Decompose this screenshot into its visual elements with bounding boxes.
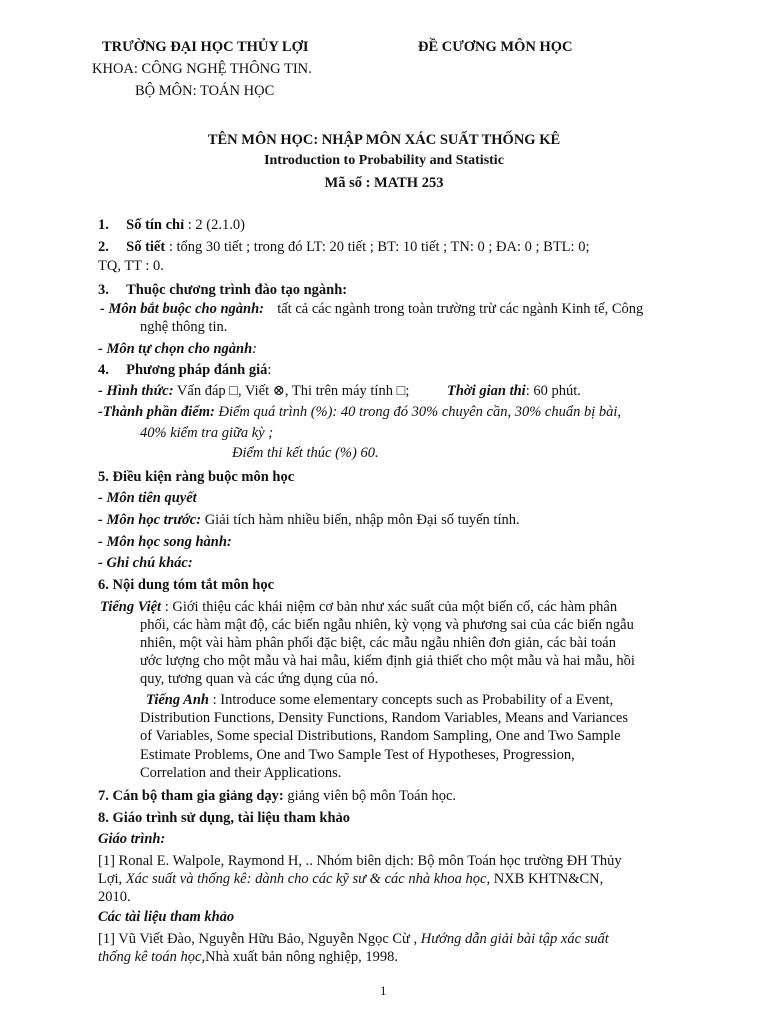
course-title-en: Introduction to Probability and Statistic xyxy=(264,153,504,168)
summary-english-line: Distribution Functions, Density Functions, Random Variables, Means and Variances xyxy=(140,710,628,726)
summary-vietnamese-line: nhiên, một vài hàm phân phối đặc biệt, các mẫu ngẫu nhiên đơn giản, các bài toán xyxy=(140,635,616,651)
prior-label: - Môn học trước: xyxy=(98,512,202,528)
prior-text: Giải tích hàm nhiều biến, nhập môn Đại số tuyến tính. xyxy=(201,512,520,528)
other-reference-line xyxy=(98,950,398,965)
summary-english-first-line xyxy=(146,693,613,708)
english-text: : Introduce some elementary concepts such as Probability of a Event, xyxy=(208,692,614,708)
textbook-label: Giáo trình: xyxy=(98,831,166,847)
time-text: : 60 phút. xyxy=(525,383,581,399)
reference-publisher: NXB KHTN&CN, xyxy=(490,871,604,887)
instructors xyxy=(98,789,456,804)
elective-colon: : xyxy=(252,341,257,357)
credits-value: : 2 (2.1.0) xyxy=(184,217,245,233)
reference-title: Hướng dẫn giải bài tập xác suất xyxy=(420,931,609,947)
score-text: Điểm quá trình (%): 40 trong đó 30% chuyên cần, 30% chuẩn bị bài, xyxy=(214,404,622,420)
program-heading: Thuộc chương trình đào tạo ngành: xyxy=(126,282,348,298)
elective-for-programs xyxy=(98,342,257,357)
credits-label: Số tín chỉ xyxy=(126,217,185,233)
required-text: tất cả các ngành trong toàn trường trừ các ngành Kinh tế, Công xyxy=(277,301,644,317)
summary-heading: 6. Nội dung tóm tắt môn học xyxy=(98,577,275,593)
prior-courses xyxy=(98,513,520,528)
summary-english-line: Estimate Problems, One and Two Sample Test of Hypotheses, Progression, xyxy=(140,747,575,763)
vietnamese-text: : Giới thiệu các khái niệm cơ bản như xác suất của một biến cố, các hàm phân xyxy=(161,599,618,615)
textbook-reference-line: [1] Ronal E. Walpole, Raymond H, .. Nhóm biên dịch: Bộ môn Toán học trường ĐH Thủy xyxy=(98,853,622,869)
score-text-continued: 40% kiểm tra giữa kỳ ; xyxy=(140,425,274,441)
summary-vietnamese-line: phối, các hàm mật độ, các biến ngẫu nhiên, kỳ vọng và phương sai của các biến ngẫu xyxy=(140,617,634,633)
instructors-label: 7. Cán bộ tham gia giảng dạy: xyxy=(98,788,284,804)
reference-authors: [1] Vũ Viết Đào, Nguyễn Hữu Bảo, Nguyễn Ngọc Cừ , xyxy=(98,931,421,947)
summary-english-line: of Variables, Some special Distributions, Random Sampling, One and Two Sample xyxy=(140,728,621,744)
section-credits xyxy=(98,218,245,233)
summary-vietnamese-first-line xyxy=(100,600,617,615)
course-code: Mã số : MATH 253 xyxy=(324,175,444,191)
other-references-label: Các tài liệu tham khảo xyxy=(98,909,235,925)
parallel-courses: - Môn học song hành: xyxy=(98,534,232,550)
summary-english-line: Correlation and their Applications. xyxy=(140,765,342,781)
section-number: 2. xyxy=(98,239,109,255)
references-heading: 8. Giáo trình sử dụng, tài liệu tham khảo xyxy=(98,810,351,826)
course-title-vi: TÊN MÔN HỌC: NHẬP MÔN XÁC SUẤT THỐNG KÊ xyxy=(207,132,561,148)
section-number: 4. xyxy=(98,362,109,378)
document-type: ĐỀ CƯƠNG MÔN HỌC xyxy=(418,39,573,55)
textbook-reference-line xyxy=(98,872,603,887)
summary-vietnamese-line: ước lượng cho một mẫu và hai mẫu, kiểm định giả thiết cho một mẫu và hai mẫu, hồi xyxy=(140,653,635,669)
other-notes: - Ghi chú khác: xyxy=(98,555,193,571)
other-reference-line xyxy=(98,932,609,947)
required-text-continued: nghệ thông tin. xyxy=(140,319,228,335)
textbook-reference-line: 2010. xyxy=(98,889,131,905)
university-name: TRƯỜNG ĐẠI HỌC THỦY LỢI xyxy=(102,39,309,55)
section-number: 1. xyxy=(98,217,109,233)
english-label: Tiếng Anh xyxy=(146,692,209,708)
reference-publisher: Nhà xuất bản nông nghiệp, 1998. xyxy=(205,949,399,965)
reference-text: Lợi, xyxy=(98,871,126,887)
hours-value: : tổng 30 tiết ; trong đó LT: 20 tiết ; BT: 10 tiết ; TN: 0 ; ĐA: 0 ; BTL: 0; xyxy=(165,239,590,255)
section-number: 3. xyxy=(98,282,109,298)
hours-label: Số tiết xyxy=(126,239,166,255)
exam-form xyxy=(98,384,409,399)
department-name: BỘ MÔN: TOÁN HỌC xyxy=(135,83,275,99)
reference-title: Xác suất và thống kê: dành cho các kỹ sư & các nhà khoa học, xyxy=(125,871,491,887)
section-assessment xyxy=(98,363,271,378)
elective-label: - Môn tự chọn cho ngành xyxy=(98,341,253,357)
instructors-text: giảng viên bộ môn Toán học. xyxy=(283,788,457,804)
score-label: -Thành phần điểm: xyxy=(98,404,215,420)
section-program xyxy=(98,283,347,298)
summary-vietnamese-line: quy, tương quan và các ứng dụng của nó. xyxy=(140,671,379,687)
exam-time xyxy=(447,384,581,399)
section-hours xyxy=(98,240,589,255)
required-label: - Môn bắt buộc cho ngành: xyxy=(100,301,264,317)
faculty-name: KHOA: CÔNG NGHỆ THÔNG TIN. xyxy=(92,61,312,77)
hours-continued: TQ, TT : 0. xyxy=(98,258,164,274)
assessment-heading: Phương pháp đánh giá xyxy=(126,362,268,378)
required-for-programs xyxy=(100,302,643,317)
final-exam-score: Điểm thi kết thúc (%) 60. xyxy=(232,445,379,461)
form-text: Vấn đáp □, Viết ⊗, Thi trên máy tính □; xyxy=(173,383,410,399)
score-components xyxy=(98,405,621,420)
prerequisites-heading: 5. Điều kiện ràng buộc môn học xyxy=(98,469,295,485)
reference-title: thống kê toán học, xyxy=(98,949,206,965)
time-label: Thời gian thi xyxy=(447,383,526,399)
form-label: - Hình thức: xyxy=(98,383,174,399)
vietnamese-label: Tiếng Việt xyxy=(100,599,162,615)
page-number: 1 xyxy=(380,983,387,998)
prerequisite-courses: - Môn tiên quyết xyxy=(98,490,197,506)
assessment-colon: : xyxy=(267,362,272,378)
